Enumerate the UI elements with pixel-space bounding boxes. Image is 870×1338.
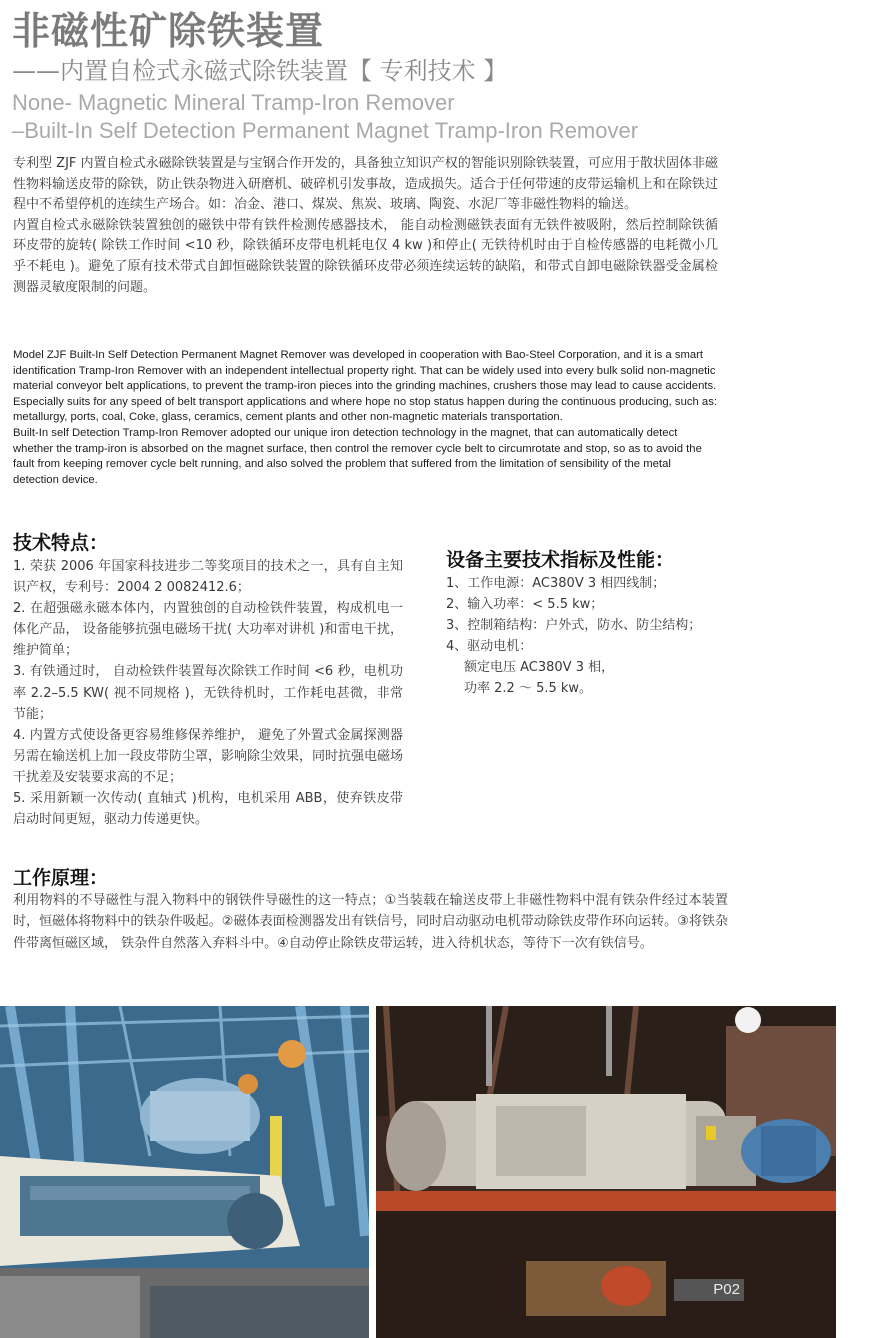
page-title-en-line1: None- Magnetic Mineral Tramp-Iron Remover bbox=[12, 90, 455, 115]
feature-item: 4. 内置方式使设备更容易维修保养维护， 避免了外置式金属探测器另需在输送机上加一段皮带防尘罩，影响除尘效果，同时抗强电磁场干扰差及安装要求高的不足； bbox=[13, 727, 404, 785]
photo-conveyor-blue-art bbox=[0, 1006, 369, 1338]
page-title-en-line2: –Built-In Self Detection Permanent Magnet Tramp-Iron Remover bbox=[12, 118, 639, 143]
spec-item: 1、工作电源：AC380V 3 相四线制； bbox=[446, 576, 666, 591]
page-subtitle-cn: ——内置自检式永磁式除铁装置【 专利技术 】 bbox=[12, 57, 508, 85]
page-number: P02 bbox=[674, 1279, 744, 1301]
spec-item: 4、驱动电机： bbox=[446, 639, 533, 654]
intro-chinese-paragraph: 专利型 ZJF 内置自检式永磁除铁装置是与宝钢合作开发的，具备独立知识产权的智能识别除铁装置，可应用于散状固体非磁性物料输送皮带的除铁，防止铁杂物进入研磨机、破碎机引发事故，造成损失。适合于任何带速的皮带运输机上和在除铁过程中不希望停机的连续生产场合。如：冶金、港口、煤炭、焦炭、玻璃、陶瓷、水泥厂等非磁性物料的输送。 内置自检式永磁除铁装置独创的磁铁中带有铁件检测传感器技术， 能自动检测磁铁表面有无铁件被吸附，然后控制除铁循环皮带的旋转( 除铁工作时间 <10 秒，除铁循环皮带电机耗电仅 4 kw )和停止( 无铁待机时由于自检传感器的电耗微小几乎不耗电 )。避免了原有技术带式自卸恒磁除铁装置的除铁循环皮带必须连续运转的缺陷，和带式自卸电磁除铁器受金属检测器灵敏度限制的问题。 bbox=[13, 156, 718, 295]
features-list bbox=[13, 556, 403, 830]
principle-paragraph: 利用物料的不导磁性与混入物料中的钢铁件导磁性的这一特点；①当装载在输送皮带上非磁性物料中混有铁杂件经过本装置时，恒磁体将物料中的铁杂件吸起。②磁体表面检测器发出有铁信号，同时启动驱动电机带动除铁皮带作环向运转。③将铁杂件带离恒磁区域， 铁杂件自然落入弃料斗中。④自动停止除铁皮带运转，进入待机状态，等待下一次有铁信号。 bbox=[13, 893, 728, 951]
photo-conveyor-blue bbox=[0, 1006, 369, 1338]
features-heading: 技术特点： bbox=[13, 532, 109, 554]
feature-item: 5. 采用新颖一次传动( 直轴式 )机构，电机采用 ABB，使弃铁皮带启动时间更短，驱动力传递更快。 bbox=[13, 791, 403, 828]
specs-heading: 设备主要技术指标及性能： bbox=[446, 549, 675, 571]
intro-english-paragraph: Model ZJF Built-In Self Detection Permanent Magnet Remover was developed in cooperation with Bao-Steel Corporation, and it is a smart identification Tramp-Iron Remover with an independent intellectual property right. That can be widely used into every bulk solid non-magnetic material conveyor belt applications, to prevent the tramp-iron pieces into the grinding machines, crushers those may lead to cause accidents. Especially suits for any speed of belt transport applications and where hope no stop status happen during the continuous producing, such as: metallurgy, ports, coal, Coke, glass, ceramics, cement plants and other non-magnetic materials transportation. Built-In self Detection Tramp-Iron Remover adopted our unique iron detection technology in the magnet, that can automatically detect whether the tramp-iron is absorbed on the magnet surface, then control the remover cycle belt to circumrotate and stop, so as to avoid the fault from keeping remover cycle belt running, and also solved the problem that suffered from the limitation of sensibility of the metal detection device. bbox=[13, 349, 717, 486]
spec-item: 3、控制箱结构：户外式，防水、防尘结构； bbox=[446, 618, 702, 633]
feature-item: 1. 荣获 2006 年国家科技进步二等奖项目的技术之一，具有自主知识产权，专利号：2004 2 0082412.6； bbox=[13, 559, 403, 596]
feature-item: 2. 在超强磁永磁本体内，内置独创的自动检铁件装置，构成机电一体化产品， 设备能够抗强电磁场干扰( 大功率对讲机 )和雷电干扰，维护简单； bbox=[13, 601, 403, 659]
feature-item: 3. 有铁通过时， 自动检铁件装置每次除铁工作时间 <6 秒，电机功率 2.2–5.5 KW( 视不同规格 )，无铁待机时，工作耗电甚微，非常节能； bbox=[13, 664, 403, 722]
spec-subitem: 额定电压 AC380V 3 相， bbox=[464, 660, 615, 675]
photo-magnet-separator-art bbox=[376, 1006, 836, 1338]
spec-item: 2、输入功率：< 5.5 kw； bbox=[446, 597, 604, 612]
page-title-cn: 非磁性矿除铁装置 bbox=[12, 9, 325, 53]
specs-list bbox=[446, 573, 746, 699]
spec-subitem: 功率 2.2 ～ 5.5 kw。 bbox=[464, 681, 593, 696]
photo-magnet-separator bbox=[376, 1006, 836, 1338]
principle-heading: 工作原理： bbox=[13, 867, 109, 889]
